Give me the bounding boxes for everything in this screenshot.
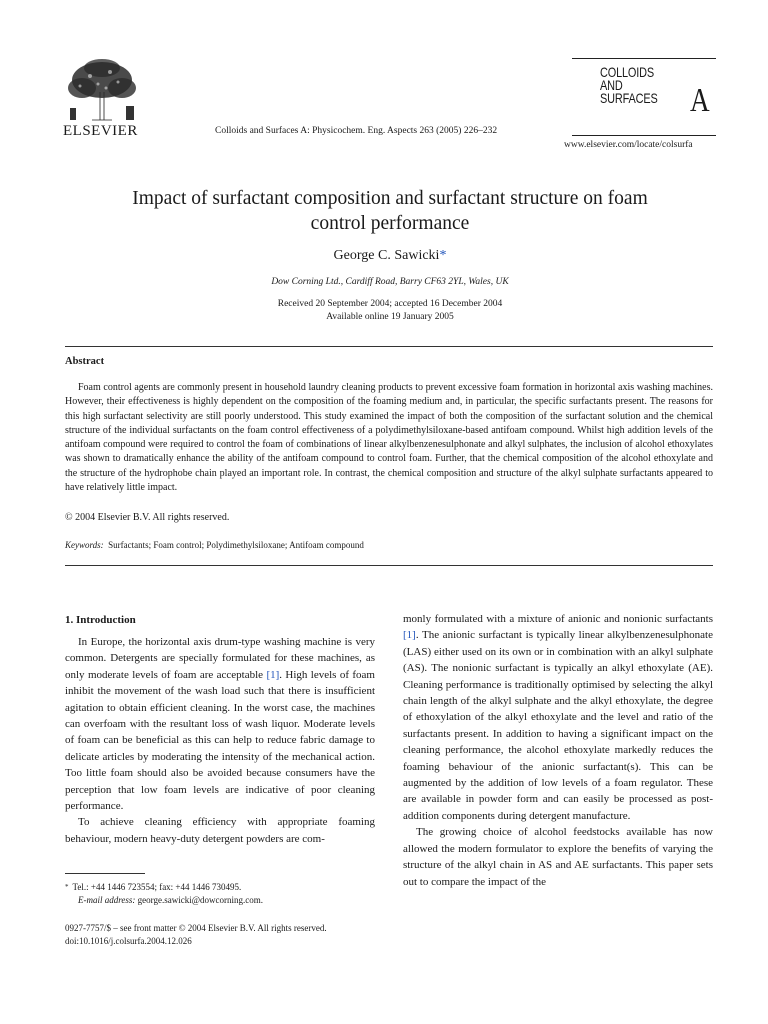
keywords-list: Surfactants; Foam control; Polydimethylsiloxane; Antifoam compound: [108, 540, 364, 550]
paragraph: [65, 634, 375, 814]
doi-line: doi:10.1016/j.colsurfa.2004.12.026: [65, 935, 192, 946]
journal-logo-line: COLLOIDS: [600, 64, 654, 80]
journal-url-link[interactable]: www.elsevier.com/locate/colsurfa: [564, 140, 693, 150]
article-title: Impact of surfactant composition and surfactant structure on foam control performance: [132, 188, 648, 234]
email-address[interactable]: george.sawicki@dowcorning.com.: [137, 894, 264, 905]
paragraph-text: monly formulated with a mixture of anionic and nonionic surfactants: [403, 613, 713, 625]
author-affiliation: Dow Corning Ltd., Cardiff Road, Barry CF63 2YL, Wales, UK: [271, 277, 509, 287]
article-dates: [130, 298, 650, 324]
paragraph-text: . The anionic surfactant is typically linear alkylbenzenesulphonate (LAS) either used on its own or in combination with an alkyl sulphate (AS). The nonionic surfactant is typically an alkyl ethoxylate (AE). Cleaning performance is traditionally optimised by selecting the alkyl chain length of the alkyl sulphate and the alkyl ethoxylate, the degree of ethoxylation of the alkyl ethoxylate and the level and ratio of the surfactants present. In addition to having a significant impact on the cleaning performance, the alcohol ethoxylate markedly reduces the foaming behaviour of the anionic surfactant(s). This can be augmented by the addition of low levels of a foam regulator. These are available in powder form and can easily be processed as post-addition components during detergent manufacture.: [403, 629, 713, 822]
journal-logo-top-rule: [572, 58, 716, 59]
author-footnote-link[interactable]: *: [439, 248, 447, 263]
abstract-top-rule: [65, 346, 713, 347]
abstract-bottom-rule: [65, 565, 713, 566]
email-label: E-mail address:: [78, 894, 136, 905]
author-name: George C. Sawicki: [333, 248, 440, 263]
abstract-heading: Abstract: [65, 356, 105, 367]
paragraph: The growing choice of alcohol feedstocks available has now allowed the modern formulator to explore the benefits of varying the structure of the alkyl chain in AS and AE surfactants. This paper sets out to compare the impact of the: [403, 826, 713, 888]
paragraph-text: . High levels of foam inhibit the movement of the wash load such that there is insufficient agitation to obtain efficient cleaning. In the worst case, the machines can overfoam with the resultant loss of wash liquor. Moderate levels of foam can be beneficial as this can help to reduce fabric damage to delicate articles by moderating the intensity of the mechanical action. Too little foam should also be avoided because consumers have the perception that low foam levels are indicative of poor cleaning performance.: [65, 668, 375, 813]
footnote: [65, 881, 263, 906]
publisher-name: ELSEVIER: [63, 123, 138, 139]
left-column: [65, 634, 375, 847]
issn-line: 0927-7757/$ – see front matter © 2004 Elsevier B.V. All rights reserved.: [65, 923, 327, 933]
abstract-text: Foam control agents are commonly present in household laundry cleaning products to prevent excessive foam formation in horizontal axis washing machines. However, their effectiveness is highly dependent on the composition of the foaming medium and, in particular, the specific surfactants present. The reasons for this high surfactant selectivity are still poorly understood. This study examined the impact of both the composition of the surfactant solution and the chemical structure of the individual surfactants on the foam control effectiveness of a polydimethylsiloxane-based antifoam compound. Whilst high addition levels of the antifoam compound were required to control the foam of combinations of linear alkylbenzenesulphonate and alkyl sulphates, the inclusion of alcohol ethoxylates was shown to dramatically enhance the ability of the antifoam compound to control foam. Further, that the chemical composition of the alcohol ethoxylate and the structure of the hydrophobe chain played an important role. In contrast, the chemical composition and structure of the alkyl sulphate surfactants appeared to have relatively little impact.: [65, 382, 713, 494]
paragraph: To achieve cleaning efficiency with appropriate foaming behaviour, modern heavy-duty detergent powders are com-: [65, 816, 375, 845]
citation-link[interactable]: [1]: [403, 629, 416, 642]
journal-logo-bottom-rule: [572, 135, 716, 136]
abstract-copyright: © 2004 Elsevier B.V. All rights reserved.: [65, 512, 230, 523]
footnote-contact: [65, 881, 263, 894]
keywords-label: Keywords:: [65, 540, 104, 550]
footnote-rule: [65, 873, 145, 874]
paragraph-text: In Europe, the horizontal axis drum-type washing machine is very common. Detergents are specially formulated for these machines, as only moderate levels of foam are acceptable: [65, 636, 375, 681]
keywords-line: [65, 540, 364, 550]
citation-link[interactable]: [1]: [266, 668, 280, 681]
page-footer: [65, 922, 327, 947]
journal-logo-text: [600, 66, 658, 105]
journal-reference: Colloids and Surfaces A: Physicochem. Eng. Aspects 263 (2005) 226–232: [215, 126, 498, 136]
footnote-contact-text: Tel.: +44 1446 723554; fax: +44 1446 730495.: [72, 882, 242, 892]
section-heading: 1. Introduction: [65, 614, 136, 626]
journal-logo-line: SURFACES: [600, 90, 658, 106]
journal-logo-letter: A: [690, 82, 710, 119]
author-line: [130, 248, 650, 264]
journal-logo-line: AND: [600, 77, 623, 93]
right-column: [403, 611, 713, 890]
available-date: Available online 19 January 2005: [326, 312, 454, 322]
elsevier-tree-logo: [62, 58, 142, 122]
received-date: Received 20 September 2004; accepted 16 December 2004: [277, 299, 503, 309]
paragraph: [403, 611, 713, 824]
footnote-mark: *: [65, 883, 69, 891]
footnote-email: [65, 894, 263, 907]
